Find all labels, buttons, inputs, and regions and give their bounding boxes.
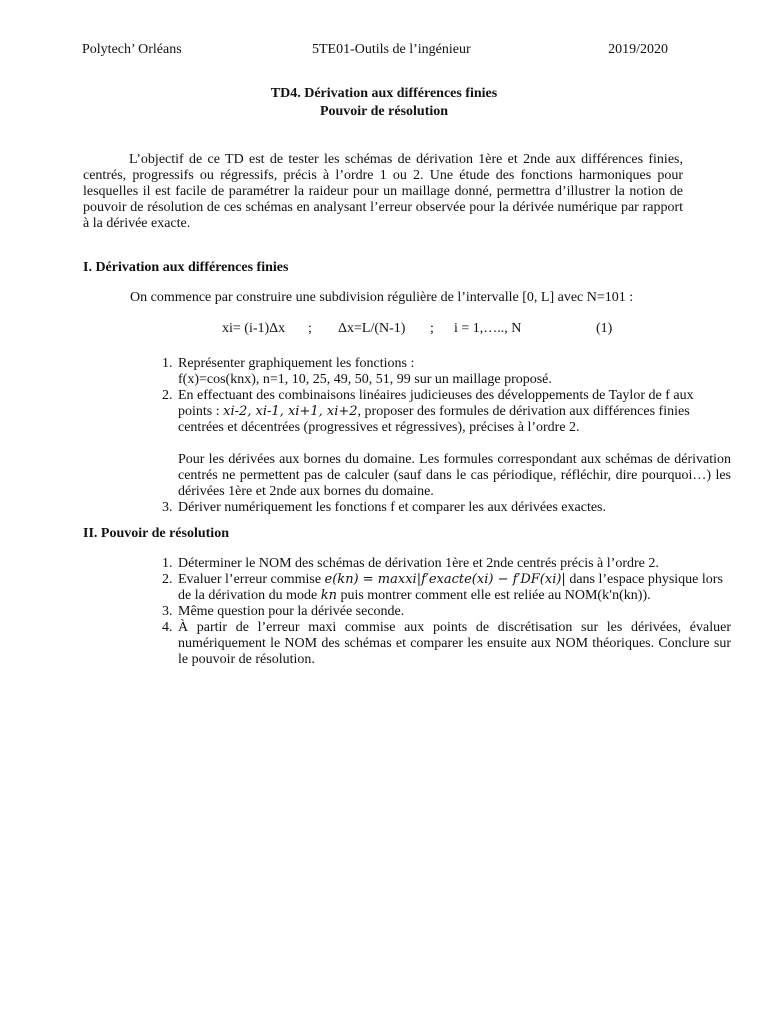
equation-1 [222,321,622,339]
eq-xi: xi= (i-1)Δx [222,321,286,336]
list-item: 3. Dériver numériquement les fonctions f et comparer les aux dérivées exactes. [176,500,731,516]
header-institution: Polytech’ Orléans [82,42,182,57]
document-title: TD4. Dérivation aux différences finies [270,86,498,101]
page-header [82,42,686,60]
eq-range: i = 1,….., N [454,321,522,336]
eq-number: (1) [596,321,613,336]
list-item: 4. À partir de l’erreur maxi commise aux points de discrétisation sur les dérivées, évaluer numériquement le NOM des schémas et comparer les ensuite aux NOM théoriques. Conclure sur le pouvoir de résolution. [176,620,731,668]
list-item: 1. Déterminer le NOM des schémas de dérivation 1ère et 2nde centrés précis à l’ordre 2. [176,556,731,572]
section1-lead: On commence par construire une subdivision régulière de l’intervalle [0, L] avec N=101 : [130,290,634,305]
error-formula: e(kn) = maxxi|f′exacte(xi) − f′DF(xi)| [324,572,566,587]
section-heading-1: I. Dérivation aux différences finies [83,260,289,275]
section2-list [130,556,731,668]
section1-list [130,356,731,516]
eq-sep1: ; [308,321,312,336]
document-subtitle: Pouvoir de résolution [319,104,449,119]
header-course: 5TE01-Outils de l’ingénieur [312,42,471,57]
list-item: 2. Evaluer l’erreur commise e(kn) = maxxi|f′exacte(xi) − f′DF(xi)| dans l’espace physique lors de la dérivation du mode kn puis montrer comment elle est reliée au NOM(k′n(kn)). [176,572,731,604]
header-year: 2019/2020 [608,42,668,57]
list-item: 1. Représenter graphiquement les fonctions : f(x)=cos(knx), n=1, 10, 25, 49, 50, 51, 99 sur un maillage proposé. [176,356,731,388]
intro-paragraph: L’objectif de ce TD est de tester les schémas de dérivation 1ère et 2nde aux différences finies, centrés, progressifs ou régressifs, précis à l’ordre 1 ou 2. Une étude des fonctions harmoniques pour lesquelles il est facile de paramétrer la raideur pour un maillage donné, permettra d’illustrer la notion de pouvoir de résolution de ces schémas en analysant l’erreur observée pour la dérivée numérique par rapport à la dérivée exacte. [83,152,683,231]
mode-kn: kn [320,588,337,603]
eq-sep2: ; [430,321,434,336]
eq-dx: Δx=L/(N-1) [338,321,406,336]
list-item: 3. Même question pour la dérivée seconde. [176,604,731,620]
section-heading-2: II. Pouvoir de résolution [83,526,229,541]
taylor-points: xi-2, xi-1, xi+1, xi+2 [223,404,358,419]
boundary-note: Pour les dérivées aux bornes du domaine. Les formules correspondant aux schémas de dérivation centrés ne permettent pas de calculer (sauf dans le cas périodique, réfléchir, dire pourquoi…) les dérivées 1ère et 2nde aux bornes du domaine. [178,452,731,499]
list-item: 2. En effectuant des combinaisons linéaires judicieuses des développements de Taylor de f aux points : xi-2, xi-1, xi+1, xi+2, proposer des formules de dérivation aux différences finies centrées et décentrées (progressives et régressives), précises à l’ordre 2. Pour les dérivées aux bornes du domaine. Les formules correspondant aux schémas de dérivation centrés ne permettent pas de calculer (sauf dans le cas périodique, réfléchir, dire pourquoi…) les dérivées 1ère et 2nde aux bornes du domaine. [176,388,731,500]
